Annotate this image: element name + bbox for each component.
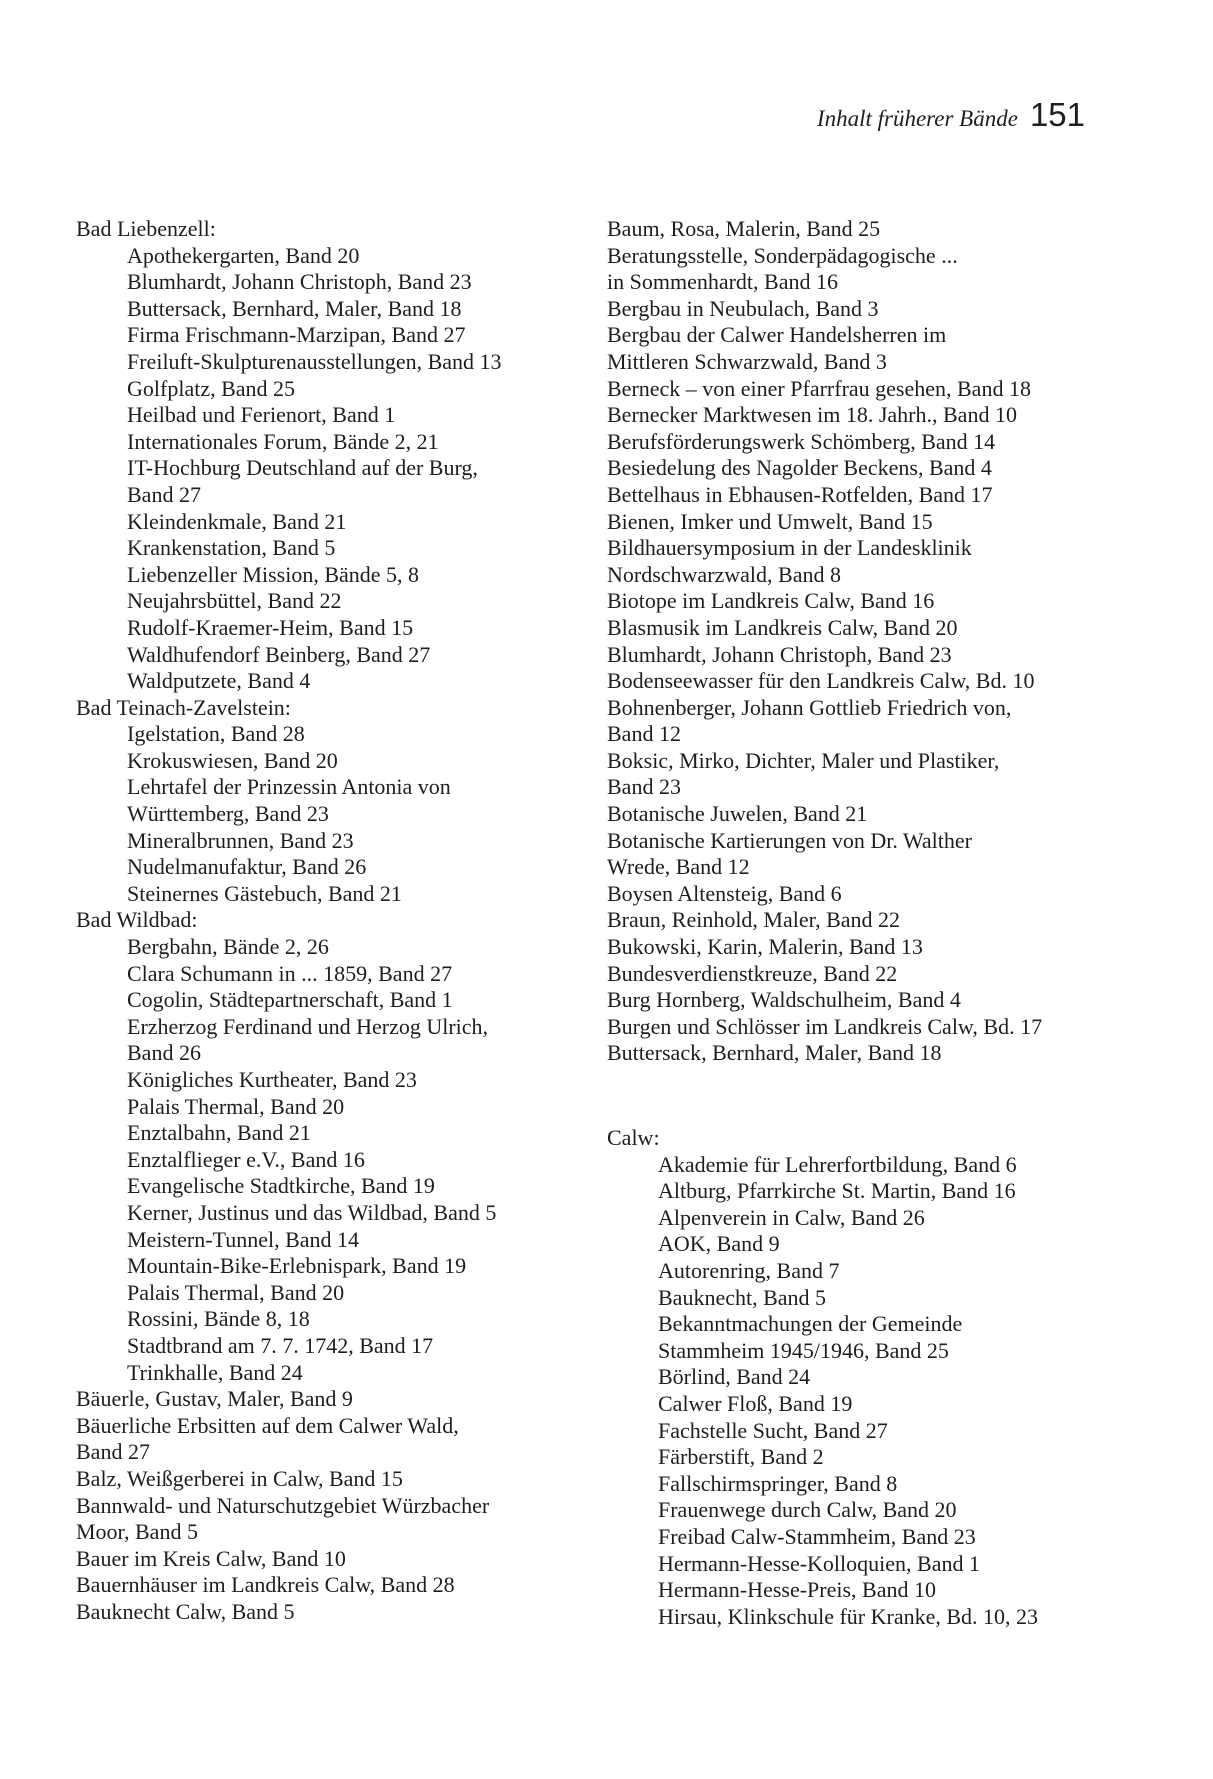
index-subentry: Enztalflieger e.V., Band 16 (127, 1146, 365, 1172)
index-subentry: Band 26 (127, 1040, 201, 1066)
index-subentry: Königliches Kurtheater, Band 23 (127, 1067, 417, 1092)
index-subentry: Nudelmanufaktur, Band 26 (127, 854, 367, 880)
index-subentry: Mountain-Bike-Erlebnispark, Band 19 (127, 1253, 467, 1279)
index-entry: Biotope im Landkreis Calw, Band 16 (607, 588, 935, 614)
index-entry: Wrede, Band 12 (607, 854, 750, 880)
index-subentry: Akademie für Lehrerfortbildung, Band 6 (658, 1151, 1017, 1177)
index-entry: Mittleren Schwarzwald, Band 3 (607, 348, 887, 374)
index-entry: Band 23 (607, 774, 681, 800)
index-entry: Burgen und Schlösser im Landkreis Calw, Bd. 17 (607, 1013, 1043, 1039)
index-subentry: Heilbad und Ferienort, Band 1 (127, 402, 396, 428)
index-entry: Bauer im Kreis Calw, Band 10 (76, 1545, 346, 1571)
index-entry: Bauknecht Calw, Band 5 (76, 1598, 295, 1624)
index-entry: Bildhauersymposium in der Landesklinik (607, 535, 972, 561)
index-entry: Botanische Juwelen, Band 21 (607, 801, 868, 827)
index-subentry: Alpenverein in Calw, Band 26 (658, 1204, 925, 1230)
index-subentry: Evangelische Stadtkirche, Band 19 (127, 1173, 435, 1199)
index-subentry: Bergbahn, Bände 2, 26 (127, 934, 329, 960)
index-subentry: Freiluft-Skulpturenausstellungen, Band 13 (127, 348, 502, 374)
index-entry: Bodenseewasser für den Landkreis Calw, Bd. 10 (607, 668, 1035, 694)
index-subentry: Bauknecht, Band 5 (658, 1284, 827, 1310)
index-subentry: Kleindenkmale, Band 21 (127, 508, 347, 534)
index-entry: Boysen Altensteig, Band 6 (607, 880, 842, 906)
index-subentry: Hermann-Hesse-Preis, Band 10 (658, 1577, 936, 1603)
index-entry: Calw: (607, 1125, 660, 1150)
index-entry: Bienen, Imker und Umwelt, Band 15 (607, 508, 933, 534)
running-header (817, 96, 1085, 134)
index-subentry: Meistern-Tunnel, Band 14 (127, 1226, 360, 1252)
index-subentry: Liebenzeller Mission, Bände 5, 8 (127, 561, 420, 587)
index-entry: Botanische Kartierungen von Dr. Walther (607, 827, 972, 853)
page-number: 151 (1029, 96, 1085, 133)
index-entry: Braun, Reinhold, Maler, Band 22 (607, 907, 901, 933)
index-subentry: Clara Schumann in ... 1859, Band 27 (127, 960, 453, 986)
index-subentry: Palais Thermal, Band 20 (127, 1279, 345, 1305)
index-subentry: Mineralbrunnen, Band 23 (127, 827, 354, 853)
index-subentry: Altburg, Pfarrkirche St. Martin, Band 16 (658, 1178, 1016, 1204)
index-subentry: Württemberg, Band 23 (127, 801, 329, 827)
index-entry: Moor, Band 5 (76, 1519, 198, 1545)
index-subentry: Igelstation, Band 28 (127, 721, 305, 747)
index-subentry: Buttersack, Bernhard, Maler, Band 18 (127, 295, 462, 321)
index-subentry: Calwer Floß, Band 19 (658, 1390, 853, 1416)
index-entry: Bad Wildbad: (76, 907, 198, 933)
index-subentry: Freibad Calw-Stammheim, Band 23 (658, 1523, 976, 1549)
index-subentry: Palais Thermal, Band 20 (127, 1093, 345, 1119)
index-subentry: Internationales Forum, Bände 2, 21 (127, 428, 439, 454)
index-subentry: Neujahrsbüttel, Band 22 (127, 588, 342, 614)
index-entry: Band 27 (76, 1439, 150, 1465)
index-column-left (76, 216, 596, 1625)
index-subentry: Kerner, Justinus und das Wildbad, Band 5 (127, 1199, 497, 1225)
index-subentry: Stadtbrand am 7. 7. 1742, Band 17 (127, 1332, 434, 1358)
index-subentry: Trinkhalle, Band 24 (127, 1359, 303, 1385)
section-spacer (607, 1067, 1147, 1125)
index-subentry: Rudolf-Kraemer-Heim, Band 15 (127, 614, 414, 640)
index-entry: Bauernhäuser im Landkreis Calw, Band 28 (76, 1572, 455, 1598)
index-entry: Bernecker Marktwesen im 18. Jahrh., Band 10 (607, 402, 1017, 428)
index-subentry: Cogolin, Städtepartnerschaft, Band 1 (127, 987, 453, 1013)
index-entry: Bad Teinach-Zavelstein: (76, 694, 291, 720)
index-subentry: Bekanntmachungen der Gemeinde (658, 1311, 963, 1337)
index-entry: in Sommenhardt, Band 16 (607, 269, 838, 295)
index-subentry: Hirsau, Klinkschule für Kranke, Bd. 10, 23 (658, 1603, 1039, 1629)
index-subentry: Golfplatz, Band 25 (127, 375, 296, 401)
index-entry: Besiedelung des Nagolder Beckens, Band 4 (607, 455, 992, 481)
index-subentry: Band 27 (127, 481, 201, 507)
index-entry: Bannwald- und Naturschutzgebiet Würzbacher (76, 1492, 490, 1518)
index-entry: Berufsförderungswerk Schömberg, Band 14 (607, 428, 996, 454)
index-entry: Bundesverdienstkreuze, Band 22 (607, 960, 898, 986)
index-subentry: Hermann-Hesse-Kolloquien, Band 1 (658, 1550, 980, 1576)
index-entry: Boksic, Mirko, Dichter, Maler und Plastiker, (607, 747, 1000, 773)
index-entry: Balz, Weißgerberei in Calw, Band 15 (76, 1465, 403, 1491)
index-subentry: IT-Hochburg Deutschland auf der Burg, (127, 455, 478, 481)
index-subentry: Enztalbahn, Band 21 (127, 1120, 311, 1146)
index-subentry: Waldputzete, Band 4 (127, 668, 311, 694)
index-subentry: Steinernes Gästebuch, Band 21 (127, 880, 402, 906)
index-subentry: Krokuswiesen, Band 20 (127, 747, 338, 773)
index-entry: Bukowski, Karin, Malerin, Band 13 (607, 934, 923, 960)
index-subentry: Krankenstation, Band 5 (127, 535, 336, 561)
index-subentry: Färberstift, Band 2 (658, 1444, 824, 1470)
index-entry: Bohnenberger, Johann Gottlieb Friedrich von, (607, 694, 1012, 720)
index-column-right (607, 216, 1147, 1630)
index-entry: Nordschwarzwald, Band 8 (607, 561, 841, 587)
index-subentry: Waldhufendorf Beinberg, Band 27 (127, 641, 431, 667)
index-entry: Bäuerle, Gustav, Maler, Band 9 (76, 1386, 353, 1412)
index-entry: Burg Hornberg, Waldschulheim, Band 4 (607, 987, 961, 1013)
running-header-title: Inhalt früherer Bände (816, 106, 1018, 131)
index-entry: Bäuerliche Erbsitten auf dem Calwer Wald, (76, 1412, 459, 1438)
index-subentry: Erzherzog Ferdinand und Herzog Ulrich, (127, 1013, 489, 1039)
index-subentry: Rossini, Bände 8, 18 (127, 1306, 310, 1332)
index-subentry: Börlind, Band 24 (658, 1364, 811, 1390)
index-subentry: Fachstelle Sucht, Band 27 (658, 1417, 888, 1443)
index-subentry: Apothekergarten, Band 20 (127, 242, 360, 268)
index-entry: Buttersack, Bernhard, Maler, Band 18 (607, 1040, 942, 1066)
index-entry: Band 12 (607, 721, 681, 747)
index-subentry: Stammheim 1945/1946, Band 25 (658, 1337, 949, 1363)
index-subentry: Frauenwege durch Calw, Band 20 (658, 1497, 957, 1523)
index-entry: Bettelhaus in Ebhausen-Rotfelden, Band 17 (607, 481, 993, 507)
index-subentry: AOK, Band 9 (658, 1231, 780, 1257)
index-entry: Blumhardt, Johann Christoph, Band 23 (607, 641, 952, 667)
index-subentry: Autorenring, Band 7 (658, 1257, 840, 1283)
index-subentry: Blumhardt, Johann Christoph, Band 23 (127, 269, 472, 295)
index-entry: Blasmusik im Landkreis Calw, Band 20 (607, 614, 958, 640)
index-subentry: Lehrtafel der Prinzessin Antonia von (127, 774, 451, 800)
index-entry: Bergbau der Calwer Handelsherren im (607, 322, 947, 348)
index-entry: Bad Liebenzell: (76, 216, 216, 241)
index-entry: Beratungsstelle, Sonderpädagogische ... (607, 242, 958, 268)
index-entry: Berneck – von einer Pfarrfrau gesehen, Band 18 (607, 375, 1031, 401)
index-entry: Bergbau in Neubulach, Band 3 (607, 295, 879, 321)
index-subentry: Fallschirmspringer, Band 8 (658, 1470, 898, 1496)
index-entry: Baum, Rosa, Malerin, Band 25 (607, 216, 881, 241)
index-subentry: Firma Frischmann-Marzipan, Band 27 (127, 322, 466, 348)
